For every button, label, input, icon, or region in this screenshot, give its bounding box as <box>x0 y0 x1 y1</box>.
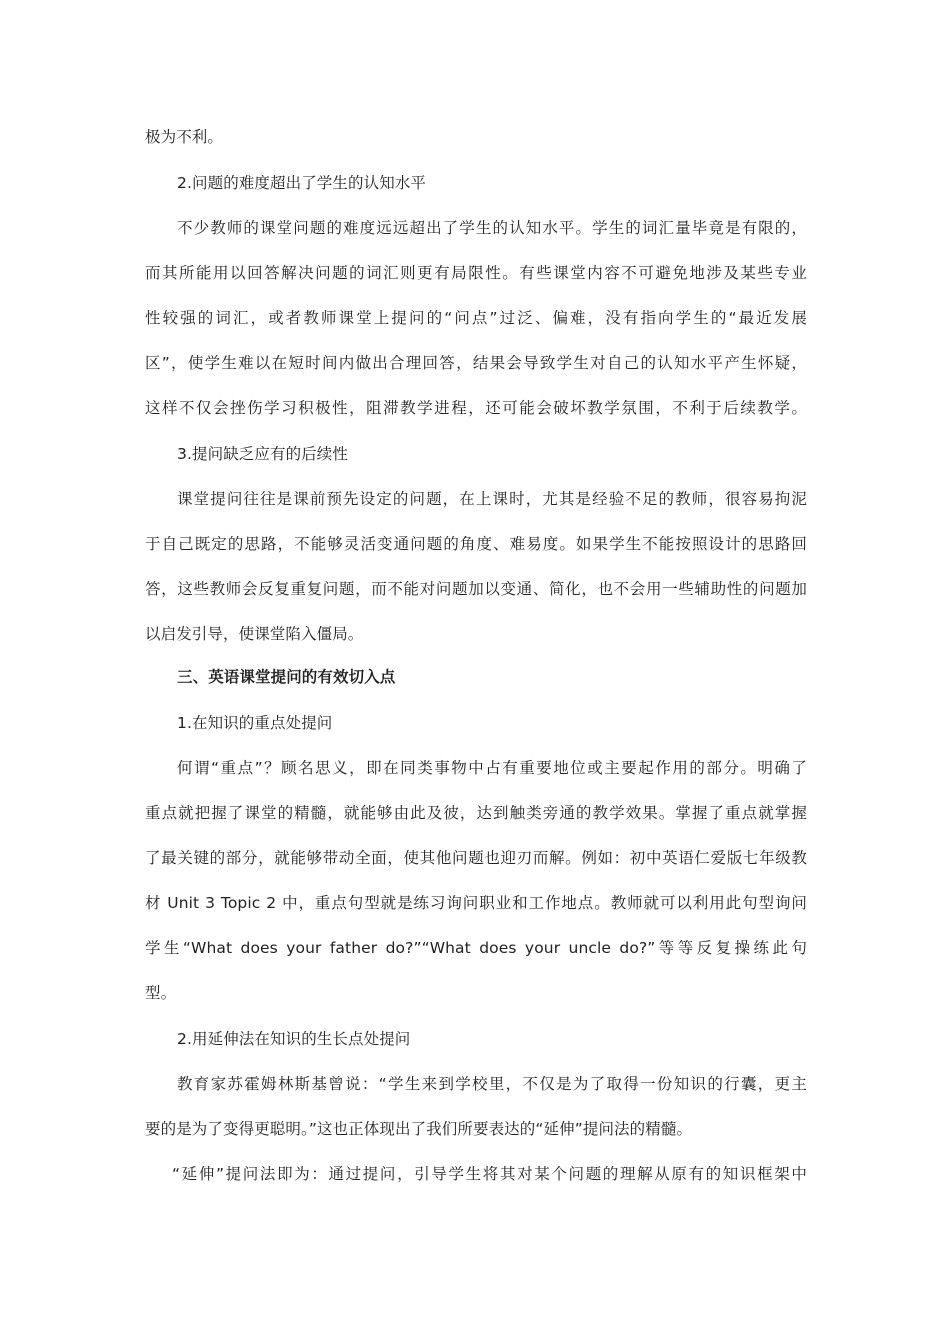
text-line: 以启发引导，使课堂陷入僵局。 <box>145 625 364 643</box>
text-line: 区”，使学生难以在短时间内做出合理回答，结果会导致学生对自己的认知水平产生怀疑， <box>145 354 807 372</box>
text-line: 何谓“重点”？顾名思义，即在同类事物中占有重要地位或主要起作用的部分。明确了 <box>177 759 807 777</box>
text-line: “延伸”提问法即为：通过提问，引导学生将其对某个问题的理解从原有的知识框架中 <box>172 1165 807 1183</box>
text-line: 教育家苏霍姆林斯基曾说：“学生来到学校里，不仅是为了取得一份知识的行囊，更主 <box>177 1075 807 1093</box>
text-line: 性较强的词汇，或者教师课堂上提问的“问点”过泛、偏难，没有指向学生的“最近发展 <box>145 309 807 327</box>
text-line: 课堂提问往往是课前预先设定的问题，在上课时，尤其是经验不足的教师，很容易拘泥 <box>177 490 807 508</box>
text-line: 型。 <box>145 984 177 1002</box>
section-heading: 三、英语课堂提问的有效切入点 <box>177 668 396 686</box>
subheading: 1.在知识的重点处提问 <box>177 714 333 732</box>
text-line: 这样不仅会挫伤学习积极性，阻滞教学进程，还可能会破坏教学氛围，不利于后续教学。 <box>145 399 807 417</box>
text-line: 重点就把握了课堂的精髓，就能够由此及彼，达到触类旁通的教学效果。掌握了重点就掌握 <box>145 804 807 822</box>
text-line: 不少教师的课堂问题的难度远远超出了学生的认知水平。学生的词汇量毕竟是有限的， <box>177 219 807 237</box>
text-line: 答，这些教师会反复重复问题，而不能对问题加以变通、简化，也不会用一些辅助性的问题加 <box>145 580 807 598</box>
text-line: 极为不利。 <box>145 128 224 146</box>
subheading: 2.用延伸法在知识的生长点处提问 <box>177 1030 411 1048</box>
text-line: 而其所能用以回答解决问题的词汇则更有局限性。有些课堂内容不可避免地涉及某些专业 <box>145 264 807 282</box>
text-line: 了最关键的部分，就能够带动全面，使其他问题也迎刃而解。例如：初中英语仁爱版七年级教 <box>145 849 807 867</box>
subheading: 2.问题的难度超出了学生的认知水平 <box>177 174 426 192</box>
text-line: 学生“What does your father do?”“What does your uncle do?”等等反复操练此句 <box>145 939 807 957</box>
text-line: 于自己既定的思路，不能够灵活变通问题的角度、难易度。如果学生不能按照设计的思路回 <box>145 535 807 553</box>
text-line: 要的是为了变得更聪明。”这也正体现出了我们所要表达的“延伸”提问法的精髓。 <box>145 1120 693 1138</box>
text-line: 材 Unit 3 Topic 2 中，重点句型就是练习询问职业和工作地点。教师就可以利用此句型询问 <box>145 894 807 912</box>
subheading: 3.提问缺乏应有的后续性 <box>177 445 348 463</box>
